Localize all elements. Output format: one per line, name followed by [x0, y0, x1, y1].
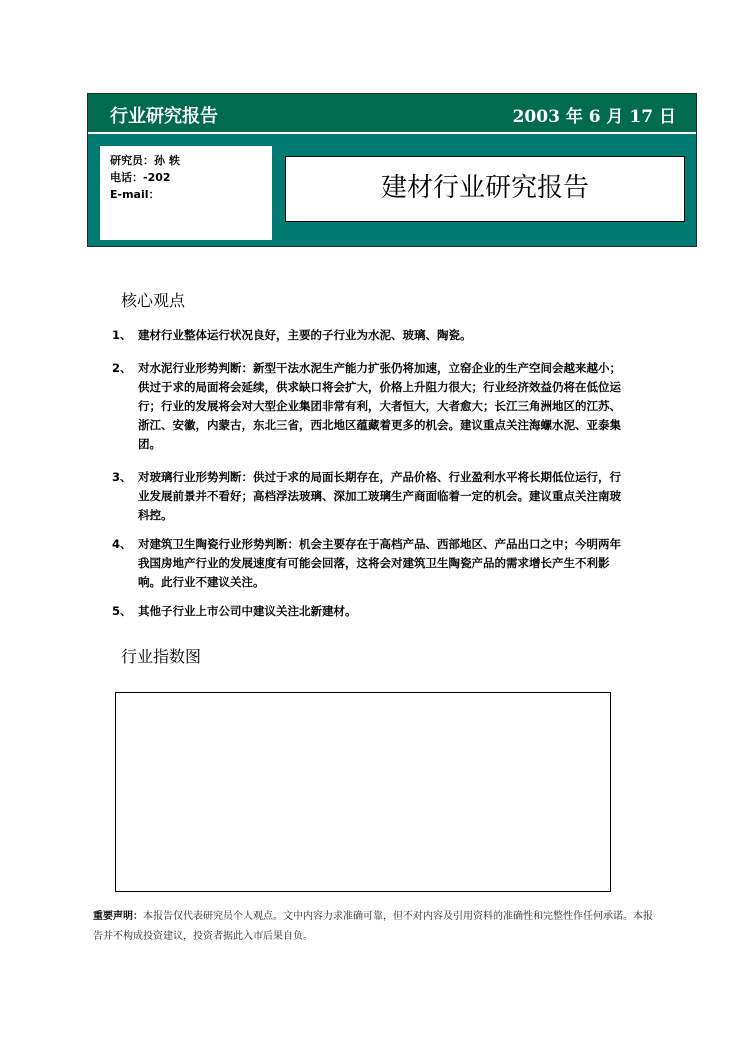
report-title-box	[285, 156, 685, 222]
report-type: 行业研究报告	[110, 106, 218, 127]
point-item	[112, 359, 622, 454]
researcher-email: E-mail：	[110, 188, 160, 201]
point-number: 1、	[112, 328, 132, 342]
point-item	[112, 326, 622, 345]
index-chart-frame	[115, 692, 611, 892]
point-item	[112, 535, 622, 592]
index-chart-heading: 行业指数图	[121, 647, 202, 666]
point-item	[112, 468, 622, 525]
point-item	[112, 602, 622, 621]
point-number: 2、	[112, 361, 132, 375]
researcher-name: 研究员：孙 轶	[110, 154, 180, 167]
core-view-heading: 核心观点	[121, 291, 186, 310]
core-view-points	[112, 326, 622, 621]
point-text: 其他子行业上市公司中建议关注北新建材。	[138, 604, 357, 618]
point-number: 5、	[112, 604, 132, 618]
disclaimer	[93, 907, 653, 947]
report-title: 建材行业研究报告	[380, 173, 589, 203]
report-header	[87, 93, 697, 247]
point-text: 建材行业整体运行状况良好，主要的子行业为水泥、玻璃、陶瓷。	[138, 328, 472, 342]
header-title-bar	[88, 94, 696, 134]
point-text: 对水泥行业形势判断：新型干法水泥生产能力扩张仍将加速，立窑企业的生产空间会越来越小；供过于求的局面将会延续，供求缺口将会扩大，价格上升阻力很大；行业经济效益仍将在低位运行；行业的发展将会对大型企业集团非常有利，大者恒大，大者愈大；长江三角洲地区的江苏、浙江、安徽，内蒙古，东北三省，西北地区蕴藏着更多的机会。建议重点关注海螺水泥、亚泰集团。	[138, 361, 621, 451]
point-number: 3、	[112, 470, 132, 484]
point-text: 对建筑卫生陶瓷行业形势判断：机会主要存在于高档产品、西部地区、产品出口之中；今明两年我国房地产行业的发展速度有可能会回落，这将会对建筑卫生陶瓷产品的需求增长产生不利影响。此行业不建议关注。	[138, 537, 621, 589]
analyst-info	[100, 146, 272, 240]
point-text: 对玻璃行业形势判断：供过于求的局面长期存在，产品价格、行业盈利水平将长期低位运行，行业发展前景并不看好；高档浮法玻璃、深加工玻璃生产商面临着一定的机会。建议重点关注南玻科控。	[138, 470, 621, 522]
disclaimer-lead: 重要声明：	[93, 911, 143, 922]
disclaimer-text: 本报告仅代表研究员个人观点。文中内容力求准确可靠，但不对内容及引用资料的准确性和完整性作任何承诺。本报告并不构成投资建议，投资者据此入市后果自负。	[93, 911, 653, 942]
researcher-phone: 电话：-202	[110, 171, 171, 184]
report-date: 2003 年 6 月 17 日	[512, 107, 676, 127]
point-number: 4、	[112, 537, 132, 551]
